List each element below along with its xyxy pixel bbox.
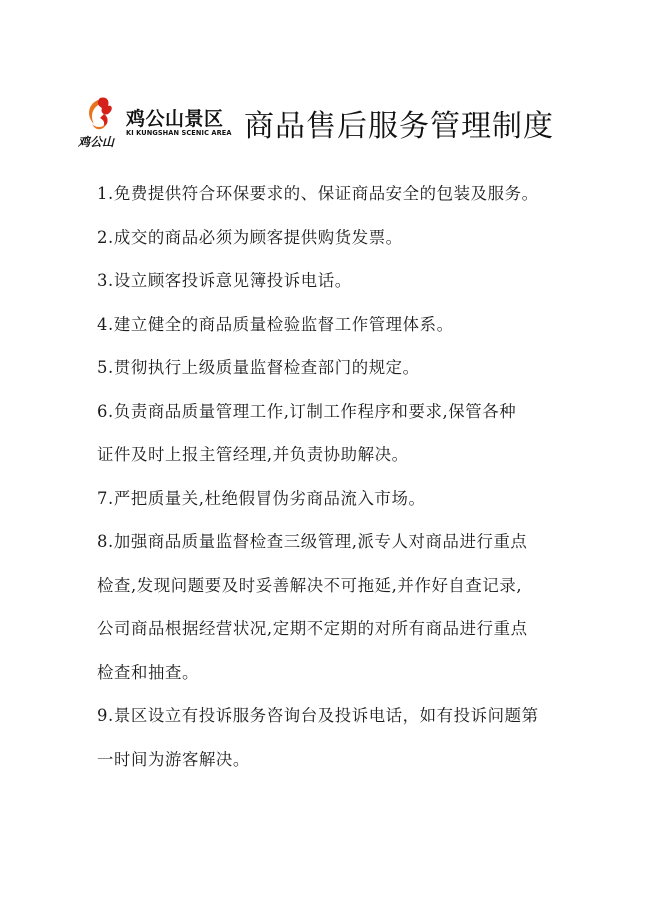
rooster-logo-icon — [78, 94, 122, 150]
document-header — [78, 94, 568, 150]
text-line: 5.贯彻执行上级质量监督检查部门的规定。 — [97, 358, 420, 377]
text-line: 1.免费提供符合环保要求的、保证商品安全的包装及服务。 — [97, 184, 539, 203]
text-line: 公司商品根据经营状况,定期不定期的对所有商品进行重点 — [97, 619, 528, 638]
text-line: 4.建立健全的商品质量检验监督工作管理体系。 — [97, 314, 454, 334]
text-line: 检查,发现问题要及时妥善解决不可拖延,并作好自查记录, — [97, 575, 523, 595]
page-title: 商品售后服务管理制度 — [244, 109, 554, 144]
text-line: 一时间为游客解决。 — [97, 749, 250, 769]
text-line: 检查和抽查。 — [97, 662, 199, 682]
text-line: 3.设立顾客投诉意见簿投诉电话。 — [97, 271, 352, 290]
logo-name: 鸡公山景区 — [126, 108, 224, 130]
logo-english-name: KI KUNGSHAN SCENIC AREA — [126, 129, 232, 137]
text-line: 2.成交的商品必须为顾客提供购货发票。 — [97, 227, 403, 247]
logo — [78, 94, 232, 150]
regulation-body — [97, 172, 567, 781]
text-line: 证件及时上报主管经理,并负责协助解决。 — [97, 445, 409, 464]
text-line: 9.景区设立有投诉服务咨询台及投诉电话，如有投诉问题第 — [97, 706, 539, 725]
logo-script-text: 鸡公山 — [78, 135, 115, 149]
text-line: 8.加强商品质量监督检查三级管理,派专人对商品进行重点 — [97, 532, 528, 551]
text-line: 6.负责商品质量管理工作,订制工作程序和要求,保管各种 — [97, 401, 517, 421]
text-line: 7.严把质量关,杜绝假冒伪劣商品流入市场。 — [97, 488, 426, 508]
